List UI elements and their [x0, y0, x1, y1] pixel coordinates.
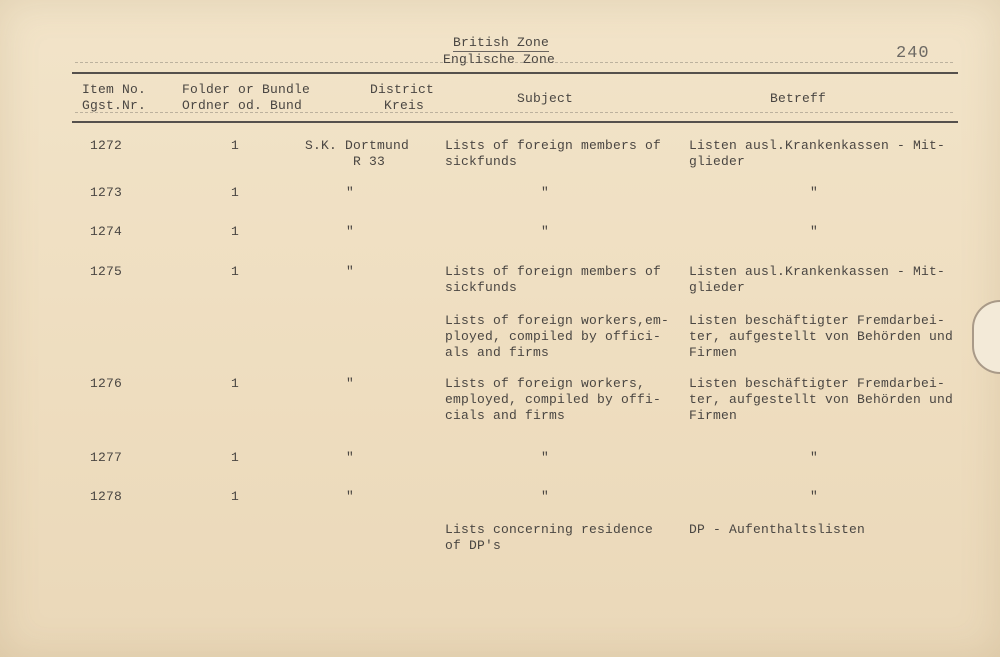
col-item-en: Item No.	[82, 82, 147, 97]
item-number: 1278	[90, 489, 123, 504]
item-number: 1277	[90, 450, 123, 465]
ditto-mark: "	[346, 489, 355, 504]
item-number: 1274	[90, 224, 123, 239]
subject-cell: Lists of foreign workers, employed, compiled by offi- cials and firms	[445, 376, 662, 423]
ditto-mark: "	[810, 224, 819, 239]
ditto-mark: "	[346, 376, 355, 391]
zone-title-de: Englische Zone	[443, 52, 556, 67]
item-number: 1273	[90, 185, 123, 200]
header-bottom-rule	[72, 121, 958, 123]
ditto-mark: "	[541, 224, 550, 239]
ditto-mark: "	[810, 185, 819, 200]
ditto-mark: "	[541, 450, 550, 465]
district-cell: S.K. Dortmund R 33	[305, 138, 410, 169]
subject-cell: Lists concerning residence of DP's	[445, 522, 654, 553]
item-number: 1272	[90, 138, 123, 153]
col-folder-en: Folder or Bundle	[182, 82, 311, 97]
col-folder-de: Ordner od. Bund	[182, 98, 303, 113]
folder-number: 1	[231, 489, 240, 504]
ditto-mark: "	[346, 450, 355, 465]
col-betreff: Betreff	[770, 91, 827, 106]
ditto-mark: "	[346, 264, 355, 279]
page-number: 240	[896, 44, 930, 63]
header-top-rule	[72, 72, 958, 74]
col-item-de: Ggst.Nr.	[82, 98, 147, 113]
betreff-cell: Listen beschäftigter Fremdarbei- ter, aufgestellt von Behörden und Firmen	[689, 376, 954, 423]
folder-number: 1	[231, 450, 240, 465]
binder-tab-edge	[972, 300, 1000, 374]
betreff-cell: Listen ausl.Krankenkassen - Mit- glieder	[689, 264, 946, 295]
folder-number: 1	[231, 224, 240, 239]
folder-number: 1	[231, 376, 240, 391]
betreff-cell: Listen beschäftigter Fremdarbei- ter, aufgestellt von Behörden und Firmen	[689, 313, 954, 360]
faint-guide-line	[75, 62, 953, 63]
item-number: 1275	[90, 264, 123, 279]
ditto-mark: "	[346, 185, 355, 200]
ditto-mark: "	[810, 450, 819, 465]
ditto-mark: "	[346, 224, 355, 239]
subject-cell: Lists of foreign workers,em- ployed, compiled by offici- als and firms	[445, 313, 670, 360]
col-subject: Subject	[517, 91, 574, 106]
col-district-en: District	[370, 82, 435, 97]
subject-cell: Lists of foreign members of sickfunds	[445, 138, 662, 169]
zone-title-en: British Zone	[453, 35, 550, 50]
col-district-de: Kreis	[384, 98, 425, 113]
item-number: 1276	[90, 376, 123, 391]
folder-number: 1	[231, 138, 240, 153]
betreff-cell: Listen ausl.Krankenkassen - Mit- glieder	[689, 138, 946, 169]
ditto-mark: "	[541, 185, 550, 200]
ditto-mark: "	[541, 489, 550, 504]
folder-number: 1	[231, 185, 240, 200]
faint-guide-line	[75, 112, 953, 113]
subject-cell: Lists of foreign members of sickfunds	[445, 264, 662, 295]
betreff-cell: DP - Aufenthaltslisten	[689, 522, 866, 537]
folder-number: 1	[231, 264, 240, 279]
ditto-mark: "	[810, 489, 819, 504]
